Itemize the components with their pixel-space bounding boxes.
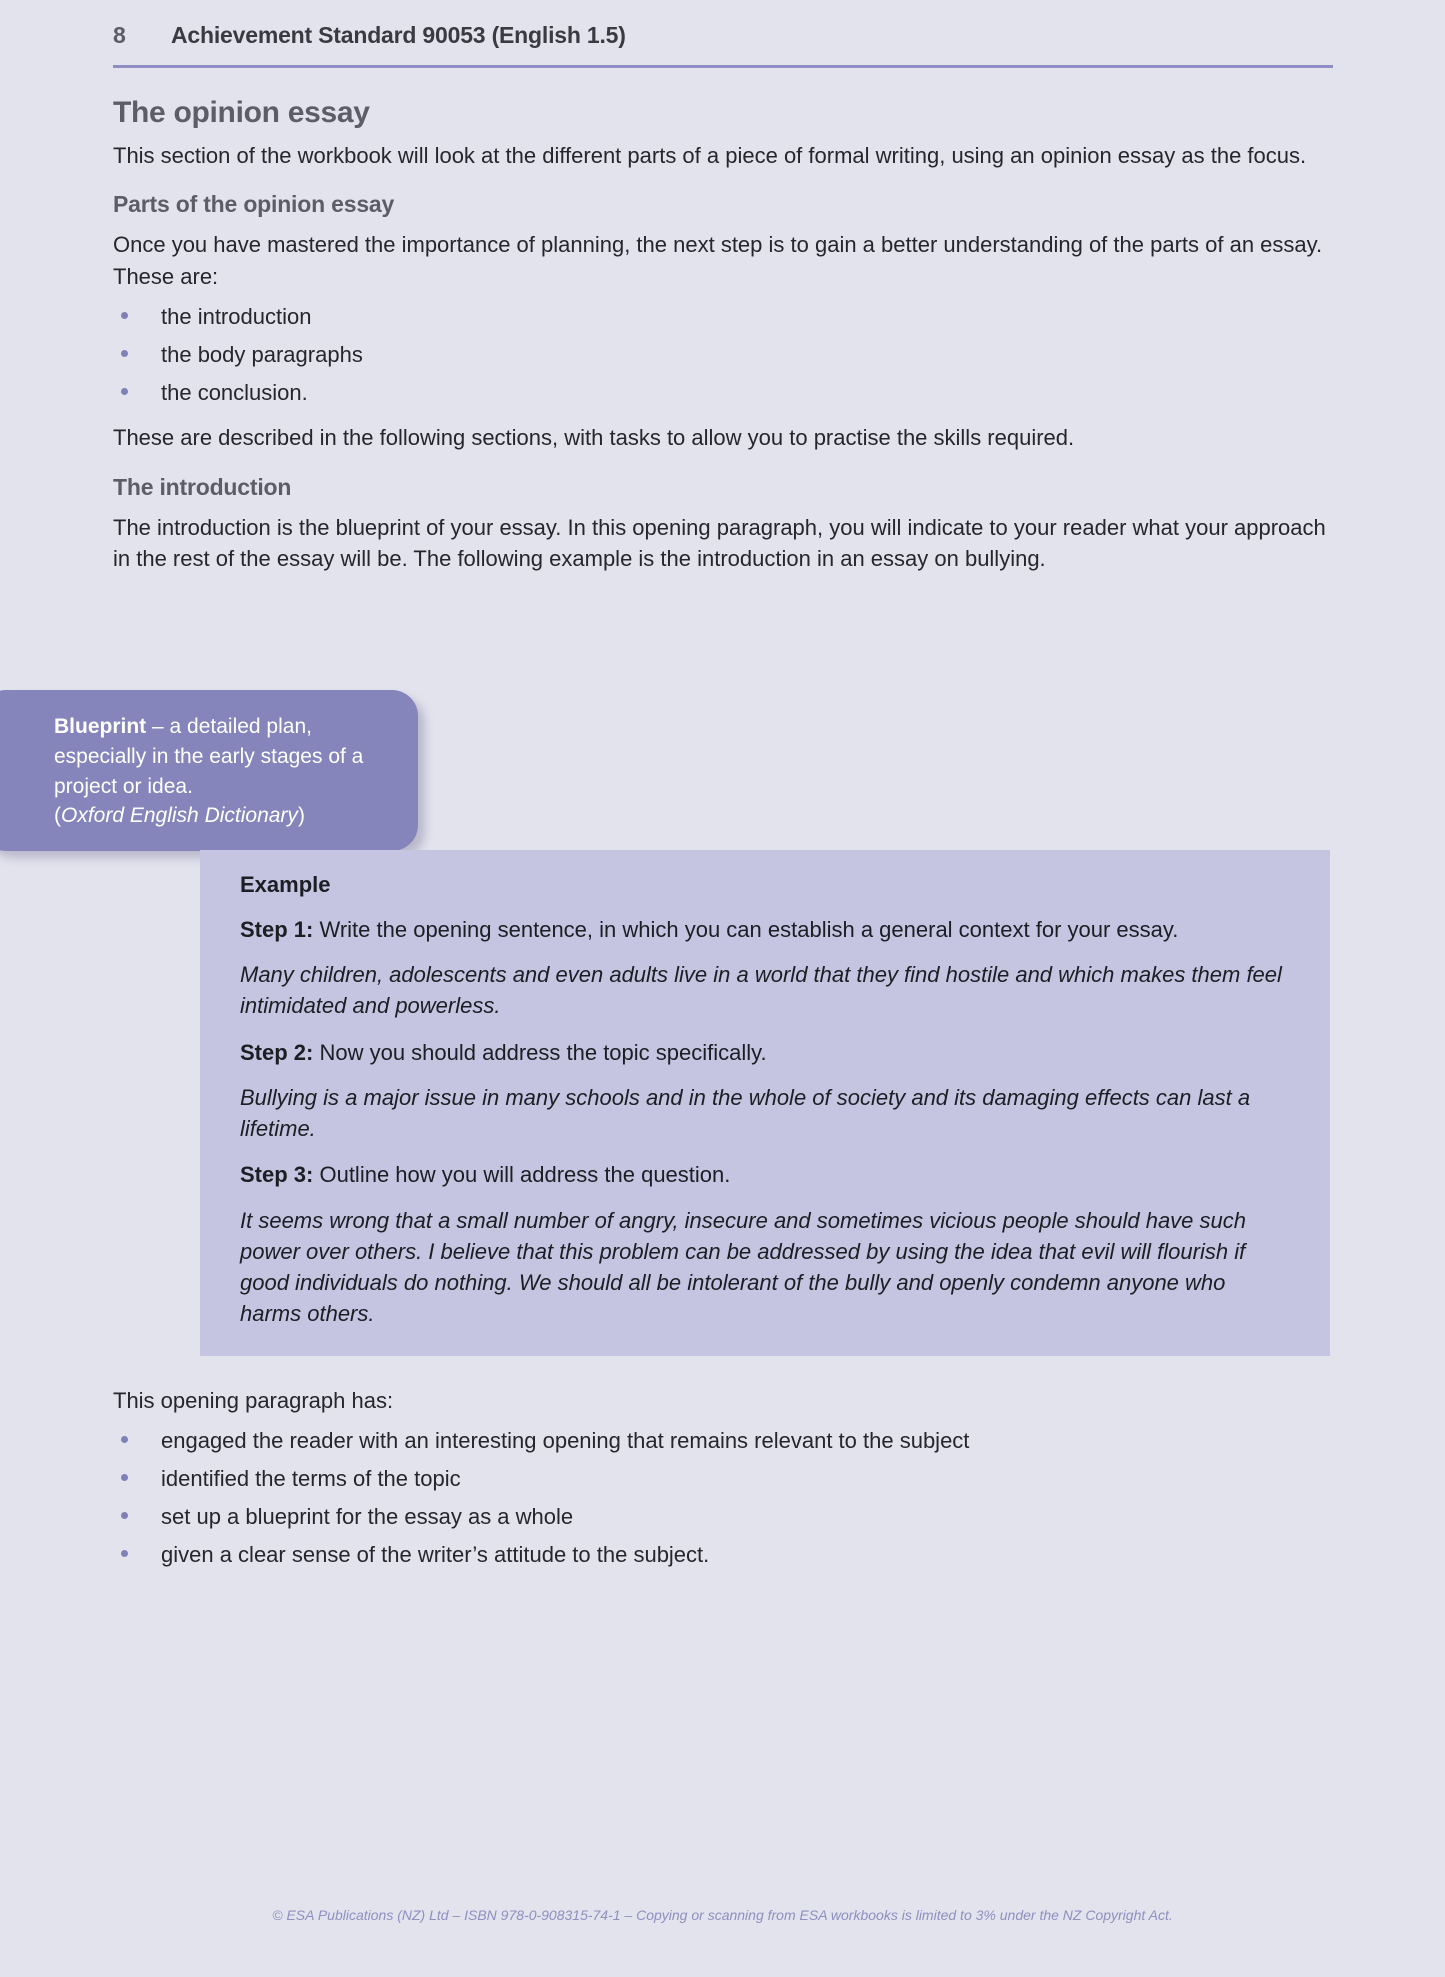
bullet-dot-icon	[121, 312, 128, 319]
callout-definition-line	[54, 712, 392, 801]
list-item-label: given a clear sense of the writer’s attitude to the subject.	[161, 1542, 710, 1568]
callout-open-paren: (	[54, 804, 61, 828]
example-step	[240, 1159, 1290, 1190]
header-title: Achievement Standard 90053 (English 1.5)	[171, 22, 626, 48]
intro-paragraph: This section of the workbook will look at the different parts of a piece of formal writing, using an opinion essay as the focus.	[113, 143, 1307, 168]
example-step	[240, 914, 1290, 945]
closing-section	[113, 1385, 1333, 1584]
list-item-label: the conclusion.	[161, 380, 308, 406]
described-paragraph: These are described in the following sections, with tasks to allow you to practise the skills required.	[113, 425, 1075, 451]
main-content	[113, 96, 1333, 588]
page-header	[113, 22, 1333, 49]
list-item	[113, 338, 1333, 371]
example-step-label: Step 2:	[240, 1039, 314, 1065]
callout-source: Oxford English Dictionary	[61, 804, 298, 828]
callout-source-line	[54, 801, 392, 831]
example-step-quote: Many children, adolescents and even adults live in a world that they find hostile and which makes them feel intimidated and powerless.	[240, 962, 1282, 1019]
parts-paragraph: Once you have mastered the importance of planning, the next step is to gain a better understanding of the parts of an essay. These are:	[113, 232, 1323, 289]
list-item	[113, 376, 1333, 409]
page-title: The opinion essay	[113, 96, 370, 129]
example-box	[200, 850, 1330, 1356]
example-step-label: Step 1:	[240, 917, 314, 942]
closing-lead-in: This opening paragraph has:	[113, 1388, 394, 1413]
list-item	[113, 1424, 1333, 1457]
list-item	[113, 300, 1333, 333]
callout-definition: – a detailed plan, especially in the early stages of a project or idea.	[54, 715, 364, 798]
parts-bullet-list	[113, 300, 1333, 409]
example-step	[240, 1037, 1290, 1068]
introduction-heading: The introduction	[113, 473, 292, 500]
example-step-instruction: Outline how you will address the question.	[313, 1162, 731, 1188]
header-divider	[113, 65, 1333, 68]
bullet-dot-icon	[121, 350, 128, 357]
example-step-instruction: Now you should address the topic specifically.	[313, 1039, 767, 1065]
list-item	[113, 1462, 1333, 1495]
list-item-label: the body paragraphs	[161, 342, 363, 368]
example-title: Example	[240, 872, 331, 897]
list-item-label: identified the terms of the topic	[161, 1466, 461, 1492]
closing-bullet-list	[113, 1424, 1333, 1571]
list-item-label: engaged the reader with an interesting opening that remains relevant to the subject	[161, 1428, 970, 1454]
callout-term: Blueprint	[54, 715, 147, 738]
list-item	[113, 1500, 1333, 1533]
bullet-dot-icon	[121, 1474, 128, 1481]
bullet-dot-icon	[121, 1512, 128, 1519]
list-item	[113, 1538, 1333, 1571]
example-step-quote: Bullying is a major issue in many schools and in the whole of society and its damaging effects can last a lifetime.	[240, 1084, 1251, 1142]
parts-heading: Parts of the opinion essay	[113, 191, 395, 218]
bullet-dot-icon	[121, 1550, 128, 1557]
bullet-dot-icon	[121, 388, 128, 395]
page-number: 8	[113, 22, 126, 48]
page-footer: © ESA Publications (NZ) Ltd – ISBN 978-0-908315-74-1 – Copying or scanning from ESA workbooks is limited to 3% under the NZ Copyright Act.	[272, 1907, 1173, 1923]
list-item-label: the introduction	[161, 304, 312, 330]
blueprint-definition-callout	[0, 690, 418, 851]
example-step-instruction: Write the opening sentence, in which you can establish a general context for your essay.	[313, 917, 1179, 942]
introduction-paragraph: The introduction is the blueprint of your essay. In this opening paragraph, you will indicate to your reader what your approach in the rest of the essay will be. The following example is the introduction in an essay on bullying.	[113, 514, 1326, 572]
bullet-dot-icon	[121, 1436, 128, 1443]
example-step-quote: It seems wrong that a small number of angry, insecure and sometimes vicious people should have such power over others. I believe that this problem can be addressed by using the idea that evil will flourish if good individuals do nothing. We should all be intolerant of the bully and openly condemn anyone who harms others.	[240, 1207, 1246, 1327]
callout-close-paren: )	[297, 804, 305, 828]
list-item-label: set up a blueprint for the essay as a whole	[161, 1504, 574, 1530]
example-step-label: Step 3:	[240, 1162, 314, 1188]
